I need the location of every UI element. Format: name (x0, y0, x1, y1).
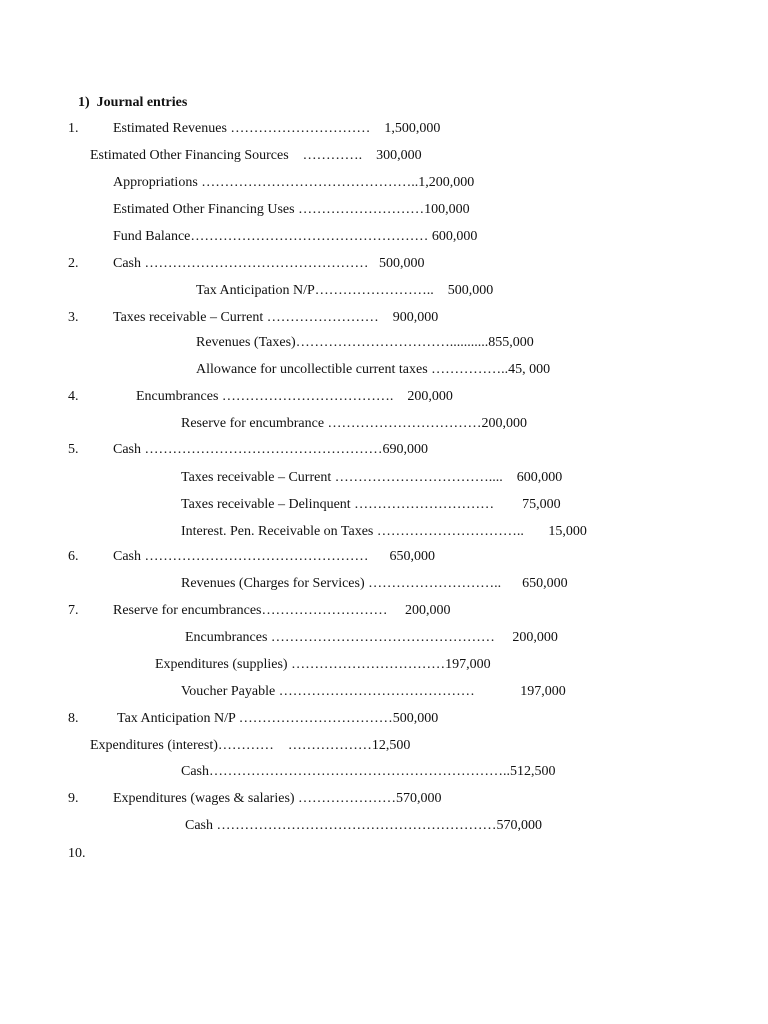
entry-number: 6. (68, 549, 79, 564)
entry-number: 1. (68, 121, 79, 136)
entry-number: 8. (68, 711, 79, 726)
entry-number: 10. (68, 846, 86, 861)
journal-line: Expenditures (wages & salaries) …………………570,000 (113, 791, 442, 806)
journal-line: Allowance for uncollectible current taxes ……………..45, 000 (196, 362, 551, 377)
journal-line: Estimated Other Financing Sources …………. 300,000 (90, 148, 422, 163)
journal-line: Cash ………………………………………… 650,000 (113, 549, 435, 564)
journal-line: Cash ……………………………………………………570,000 (185, 818, 542, 833)
entry-number: 4. (68, 389, 79, 404)
journal-line: Expenditures (interest)………… ………………12,500 (90, 738, 411, 753)
journal-line: Estimated Other Financing Uses ………………………100,000 (113, 202, 470, 217)
section-heading: 1) Journal entries (78, 95, 188, 110)
journal-line: Reserve for encumbrance ……………………………200,000 (181, 416, 528, 431)
journal-line: Appropriations ………………………………………..1,200,000 (113, 175, 475, 190)
journal-line: Expenditures (supplies) ……………………………197,000 (155, 657, 491, 672)
journal-line: Reserve for encumbrances……………………… 200,000 (113, 603, 451, 618)
journal-line: Revenues (Taxes)……………………………...........855,000 (196, 335, 534, 350)
entry-number: 9. (68, 791, 79, 806)
journal-line: Voucher Payable …………………………………… 197,000 (181, 684, 566, 699)
journal-line: Interest. Pen. Receivable on Taxes ………………………….. 15,000 (181, 524, 587, 539)
journal-line: Cash ……………………………………………690,000 (113, 442, 428, 457)
journal-line: Revenues (Charges for Services) ……………………….. 650,000 (181, 576, 568, 591)
entry-number: 5. (68, 442, 79, 457)
entry-number: 7. (68, 603, 79, 618)
journal-line: Tax Anticipation N/P ……………………………500,000 (117, 711, 439, 726)
entry-number: 3. (68, 310, 79, 325)
journal-line: Taxes receivable – Current …………………… 900,000 (113, 310, 439, 325)
journal-line: Encumbrances ………………………………………… 200,000 (185, 630, 558, 645)
journal-line: Cash ………………………………………… 500,000 (113, 256, 425, 271)
journal-line: Encumbrances ………………………………. 200,000 (136, 389, 453, 404)
journal-line: Taxes receivable – Delinquent ………………………… 75,000 (181, 497, 561, 512)
entry-number: 2. (68, 256, 79, 271)
journal-line: Tax Anticipation N/P…………………….. 500,000 (196, 283, 494, 298)
journal-line: Estimated Revenues ………………………… 1,500,000 (113, 121, 441, 136)
journal-line: Taxes receivable – Current …………………………….... 600,000 (181, 470, 563, 485)
journal-line: Fund Balance…………………………………………… 600,000 (113, 229, 478, 244)
journal-line: Cash………………………………………………………..512,500 (181, 764, 556, 779)
